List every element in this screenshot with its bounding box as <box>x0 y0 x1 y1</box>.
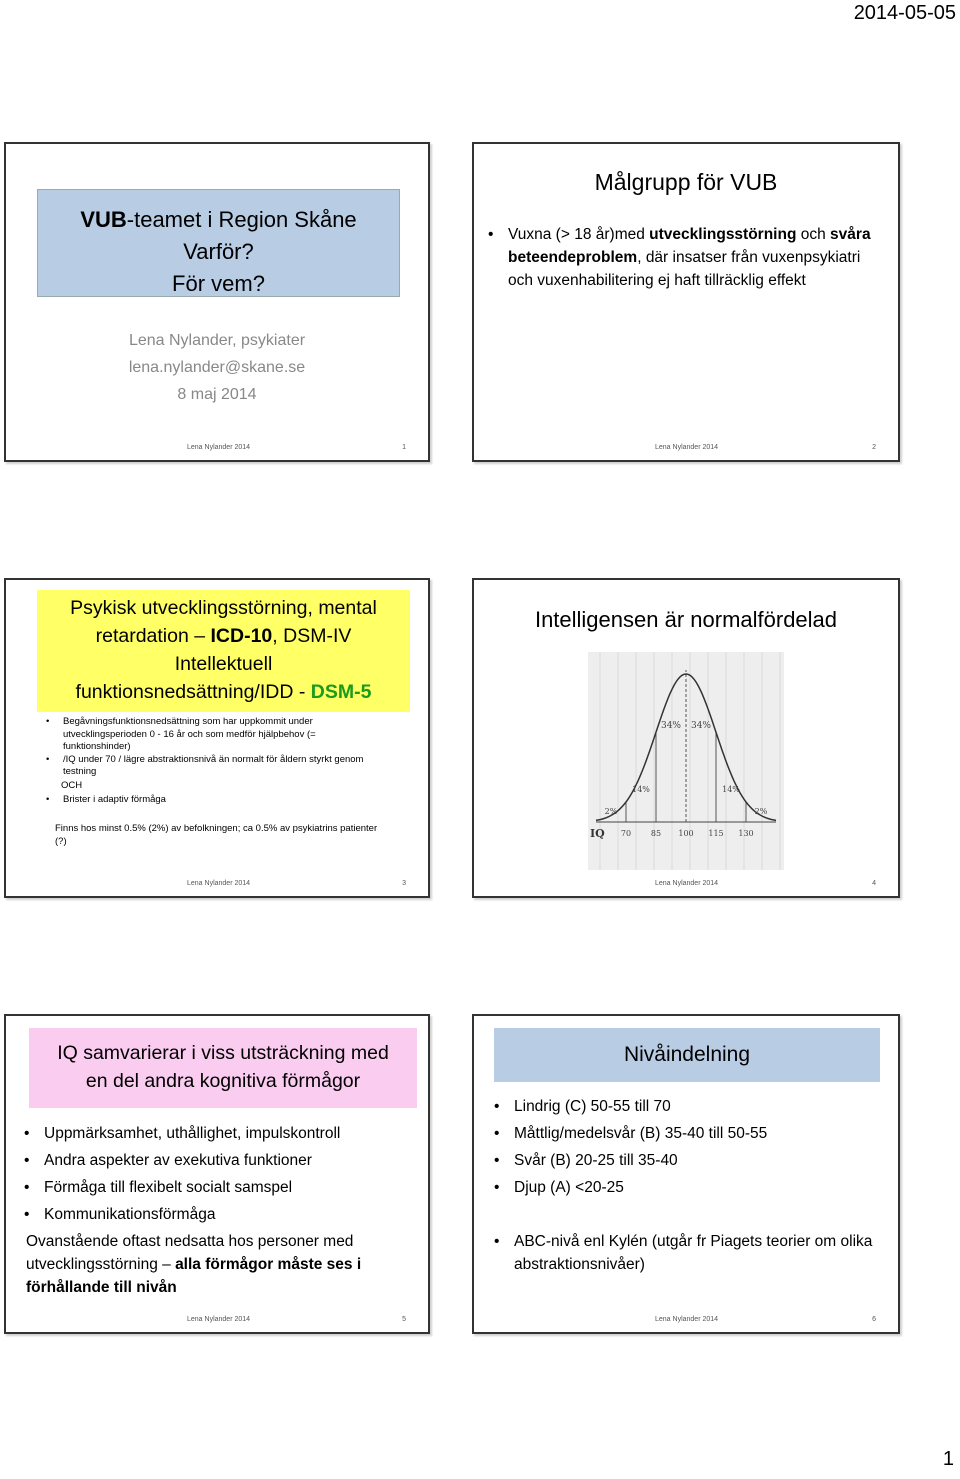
slide-3-och: OCH <box>61 780 83 791</box>
slide-5-footer-author: Lena Nylander 2014 <box>187 1316 251 1323</box>
x-tick-label: 100 <box>678 829 694 838</box>
x-tick-label: 85 <box>650 829 662 838</box>
header-date: 2014-05-05 <box>853 2 956 24</box>
slide-6-footer-author: Lena Nylander 2014 <box>655 1316 719 1323</box>
slide-1-email: lena.nylander@skane.se <box>128 359 306 376</box>
slide-3-title-box <box>37 590 410 712</box>
slide-4-title: Intelligensen är normalfördelad <box>534 607 838 632</box>
slide-3-title-line-2: retardation – ICD-10, DSM-IV <box>95 625 352 647</box>
slide-3-title-line-4: funktionsnedsättning/IDD - DSM-5 <box>75 681 372 703</box>
slide-2 <box>472 142 900 462</box>
slide-5-bullet-1: • Uppmärksamhet, uthållighet, impulskontroll <box>24 1120 414 1147</box>
slide-5-footer-number: 5 <box>402 1316 406 1323</box>
slide-6-bullet-4: • Djup (A) <20-25 <box>494 1174 884 1201</box>
slide-6-title: Nivåindelning <box>623 1043 751 1066</box>
slide-3-bullets-2 <box>46 794 381 807</box>
band-percentage-label: 14% <box>722 785 740 794</box>
band-percentage-label: 2% <box>754 807 768 816</box>
slide-6-bullets-2 <box>494 1230 884 1276</box>
slide-5-title-line-1: IQ samvarierar i viss utsträckning med <box>57 1042 389 1064</box>
slide-6-bullets <box>494 1093 884 1201</box>
slide-2-title: Målgrupp för VUB <box>594 169 778 195</box>
slide-6-bullet-2: • Måttlig/medelsvår (B) 35-40 till 50-55 <box>494 1120 884 1147</box>
slide-6-bullet-1: • Lindrig (C) 50-55 till 70 <box>494 1093 884 1120</box>
slide-5-title-box <box>29 1028 417 1108</box>
slide-3-bullet-1: • Begåvningsfunktionsnedsättning som har uppkommit under utvecklingsperioden 0 - 16 år och som medför hjälpbehov (= funktionshinder) <box>46 716 381 754</box>
slide-6-title-box <box>494 1028 880 1082</box>
slide-6-bullet-5: • ABC-nivå enl Kylén (utgår fr Piagets teorier om olika abstraktionsnivåer) <box>494 1230 884 1276</box>
x-tick-label: 70 <box>620 829 632 838</box>
slide-6-bullet-3: • Svår (B) 20-25 till 35-40 <box>494 1147 884 1174</box>
band-percentage-label: 34% <box>690 721 712 731</box>
page-number: 1 <box>942 1448 954 1470</box>
slide-3-bullet-3: • Brister i adaptiv förmåga <box>46 794 381 807</box>
slide-5-bullet-2: • Andra aspekter av exekutiva funktioner <box>24 1147 414 1174</box>
slide-5-paragraph: Ovanstående oftast nedsatta hos personer med utvecklingsstörning – alla förmågor måste ses i förhållande till nivån <box>26 1233 362 1296</box>
band-percentage-label: 34% <box>660 721 682 731</box>
slide-1-date: 8 maj 2014 <box>177 386 257 403</box>
slide-6 <box>472 1014 900 1334</box>
slide-4 <box>472 578 900 898</box>
slide-3 <box>4 578 430 898</box>
bell-curve-figure <box>588 652 784 870</box>
slide-2-footer-number: 2 <box>872 444 876 451</box>
slide-3-title-line-1: Psykisk utvecklingsstörning, mental <box>70 597 377 619</box>
slide-3-bullet-2: • /IQ under 70 / lägre abstraktionsnivå än normalt för åldern styrkt genom testning <box>46 754 381 779</box>
slide-5-bullet-4: • Kommunikationsförmåga <box>24 1201 414 1228</box>
slide-2-bullet-1: • Vuxna (> 18 år)med utvecklingsstörning och svåra beteendeproblem, där insatser från vuxenpsykiatri och vuxenhabilitering ej haft tillräcklig effekt <box>488 223 876 292</box>
slide-3-footer-number: 3 <box>402 880 406 887</box>
slide-5 <box>4 1014 430 1334</box>
slide-3-bullets <box>46 716 381 779</box>
slide-3-footer-author: Lena Nylander 2014 <box>187 880 251 887</box>
slide-1-title-line-3: För vem? <box>172 271 265 296</box>
slide-1-title-line-1: VUB-teamet i Region Skåne <box>80 207 357 232</box>
slide-1 <box>4 142 430 462</box>
x-tick-label: 115 <box>708 829 724 838</box>
slide-3-prevalence: Finns hos minst 0.5% (2%) av befolkningen; ca 0.5% av psykiatrins patienter (?) <box>55 823 378 847</box>
slide-5-bullet-3: • Förmåga till flexibelt socialt samspel <box>24 1174 414 1201</box>
slide-1-title-line-2: Varför? <box>183 239 254 264</box>
slide-1-title-box <box>37 189 400 297</box>
slide-6-footer-number: 6 <box>872 1316 876 1323</box>
slide-1-author: Lena Nylander, psykiater <box>128 332 306 349</box>
slide-1-author-block <box>6 327 428 408</box>
iq-axis-label: IQ <box>590 827 605 840</box>
slide-3-title-line-3: Intellektuell <box>174 653 273 675</box>
slide-4-footer-author: Lena Nylander 2014 <box>655 880 719 887</box>
slide-5-bullets <box>24 1120 414 1228</box>
band-percentage-label: 14% <box>632 785 650 794</box>
band-percentage-label: 2% <box>604 807 618 816</box>
slide-1-footer-author: Lena Nylander 2014 <box>187 444 251 451</box>
slide-2-bullets <box>488 223 876 292</box>
slide-5-title-line-2: en del andra kognitiva förmågor <box>85 1070 361 1092</box>
bell-curve-chart <box>588 652 784 870</box>
x-tick-label: 130 <box>738 829 754 838</box>
slide-1-footer-number: 1 <box>402 444 406 451</box>
slide-4-footer-number: 4 <box>872 880 876 887</box>
slide-2-footer-author: Lena Nylander 2014 <box>655 444 719 451</box>
